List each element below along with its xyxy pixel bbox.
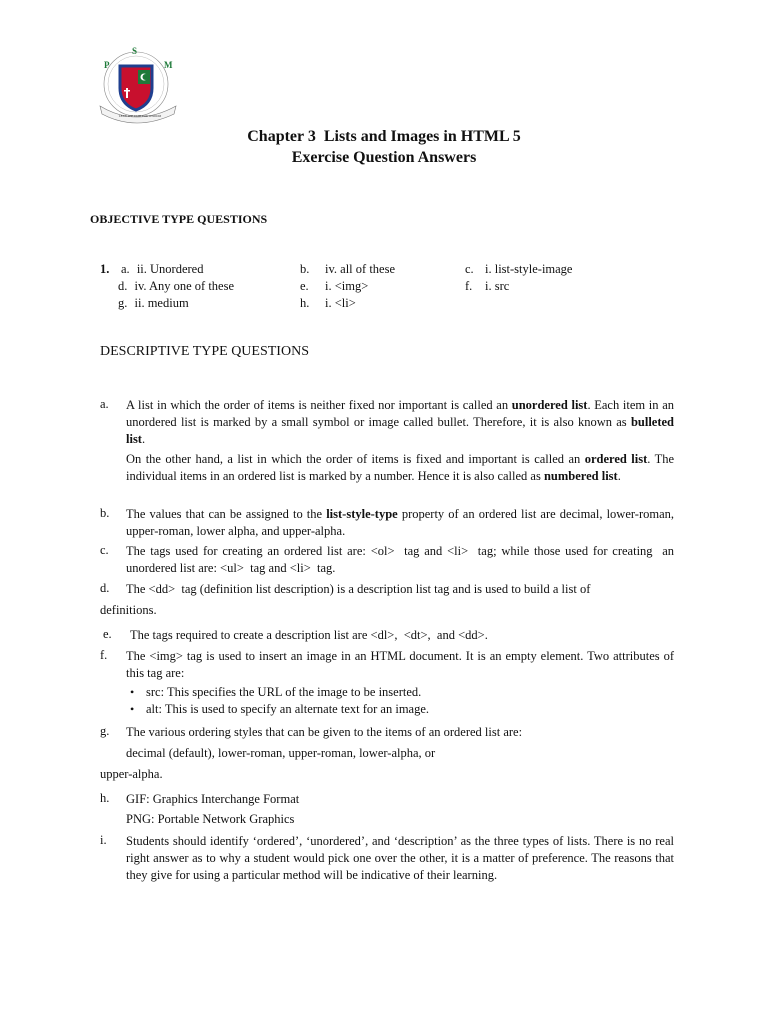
answer-e-paragraph: The tags required to create a description list are <dl>, <dt>, and <dd>. <box>130 628 488 642</box>
answer-letter: d. <box>118 279 128 293</box>
answer-letter: c. <box>465 262 474 276</box>
item-letter-d: d. <box>100 581 110 595</box>
school-logo <box>90 44 188 128</box>
answer-letter: e. <box>300 279 309 293</box>
objective-heading: OBJECTIVE TYPE QUESTIONS <box>90 212 268 226</box>
item-letter-g: g. <box>100 724 110 738</box>
answer-e <box>300 279 369 294</box>
answer-b <box>300 262 396 277</box>
answer-text: i. list-style-image <box>485 262 573 276</box>
answer-d <box>118 279 234 294</box>
answer-text: iv. all of these <box>325 262 396 276</box>
answer-h-line-2: PNG: Portable Network Graphics <box>126 812 295 826</box>
logo-letter-s: S <box>132 46 138 56</box>
bold-term: ordered list <box>584 452 648 466</box>
logo-motto: LEAD THE PATH FOR WISDOM <box>118 114 162 118</box>
answer-d-line-2: definitions. <box>100 603 157 617</box>
answer-text: ii. medium <box>134 296 189 310</box>
item-letter-e: e. <box>103 627 112 641</box>
answer-a-paragraph-1 <box>126 397 674 448</box>
chapter-title: Chapter 3 Lists and Images in HTML 5 <box>247 128 521 145</box>
answer-g-line-3: upper-alpha. <box>100 767 163 781</box>
answer-text: ii. Unordered <box>136 262 204 276</box>
answer-g-line-2: decimal (default), lower-roman, upper-roman, lower-alpha, or <box>126 746 436 760</box>
descriptive-heading: DESCRIPTIVE TYPE QUESTIONS <box>100 344 309 359</box>
answer-d-line-1: The <dd> tag (definition list description) is a description list tag and is used to build a list of <box>126 582 591 596</box>
item-letter-b: b. <box>100 506 110 520</box>
answer-a-paragraph-2 <box>126 451 674 485</box>
answer-letter: a. <box>121 262 130 276</box>
item-letter-h: h. <box>100 791 110 805</box>
logo-letter-p: P <box>104 60 110 70</box>
answer-g-line-1: The various ordering styles that can be given to the items of an ordered list are: <box>126 725 523 739</box>
answer-h <box>300 296 356 311</box>
text-run: A list in which the order of items is neither fixed nor important is called an <box>126 398 512 412</box>
bold-term: numbered list <box>543 469 618 483</box>
bold-term: bulleted list <box>126 415 674 446</box>
text-run: . <box>617 469 621 483</box>
answer-c-paragraph: The tags used for creating an ordered list are: <ol> tag and <li> tag; while those used for creating an unordered list are: <ul> tag and <li> tag. <box>126 544 678 575</box>
answer-b-paragraph <box>126 506 674 540</box>
text-run: . Each item in an unordered list is marked by a small symbol or image called bullet. Therefore, it is also known as <box>126 398 674 429</box>
bullet-icon: • <box>130 702 135 716</box>
bold-term: unordered list <box>511 398 588 412</box>
answer-letter: f. <box>465 279 473 293</box>
answer-i-paragraph: Students should identify ‘ordered’, ‘unordered’, and ‘description’ as the three types of lists. There is no real right answer as to why a student would pick one over the other, it is a matter of preference. The reasons that they give for using a particular method will be indicative of their learning. <box>126 834 674 882</box>
answer-f-paragraph: The <img> tag is used to insert an image in an HTML document. It is an empty element. Two attributes of this tag are: <box>126 649 674 680</box>
answer-a <box>121 262 203 277</box>
text-run: The values that can be assigned to the <box>126 507 327 521</box>
bullet-icon: • <box>130 685 135 699</box>
bold-term: list-style-type <box>326 507 398 521</box>
text-run: On the other hand, a list in which the order of items is fixed and important is called an <box>126 452 585 466</box>
item-letter-f: f. <box>100 648 108 662</box>
question-number: 1. <box>100 262 110 276</box>
answer-f <box>465 279 510 294</box>
text-run: . <box>141 432 146 446</box>
item-letter-i: i. <box>100 833 107 847</box>
item-letter-c: c. <box>100 543 109 557</box>
answer-text: i. <img> <box>325 279 369 293</box>
text-run: property of an ordered list are decimal, lower-roman, upper-roman, lower alpha, and upper-alpha. <box>126 507 674 538</box>
logo-letter-m: M <box>164 60 173 70</box>
page-subtitle: Exercise Question Answers <box>291 149 477 166</box>
answer-letter: h. <box>300 296 310 310</box>
answer-letter: g. <box>118 296 128 310</box>
item-letter-a: a. <box>100 397 109 411</box>
text-run: . The individual items in an ordered list is marked by a number. Hence it is also called as <box>126 452 674 483</box>
answer-g <box>118 296 189 311</box>
answer-letter: b. <box>300 262 310 276</box>
answer-h-line-1: GIF: Graphics Interchange Format <box>126 792 300 806</box>
answer-c <box>465 262 573 277</box>
answer-text: iv. Any one of these <box>134 279 235 293</box>
bullet-item-src: src: This specifies the URL of the image to be inserted. <box>146 685 422 699</box>
answer-text: i. src <box>485 279 510 293</box>
answer-text: i. <li> <box>325 296 356 310</box>
bullet-item-alt: alt: This is used to specify an alternate text for an image. <box>146 702 430 716</box>
